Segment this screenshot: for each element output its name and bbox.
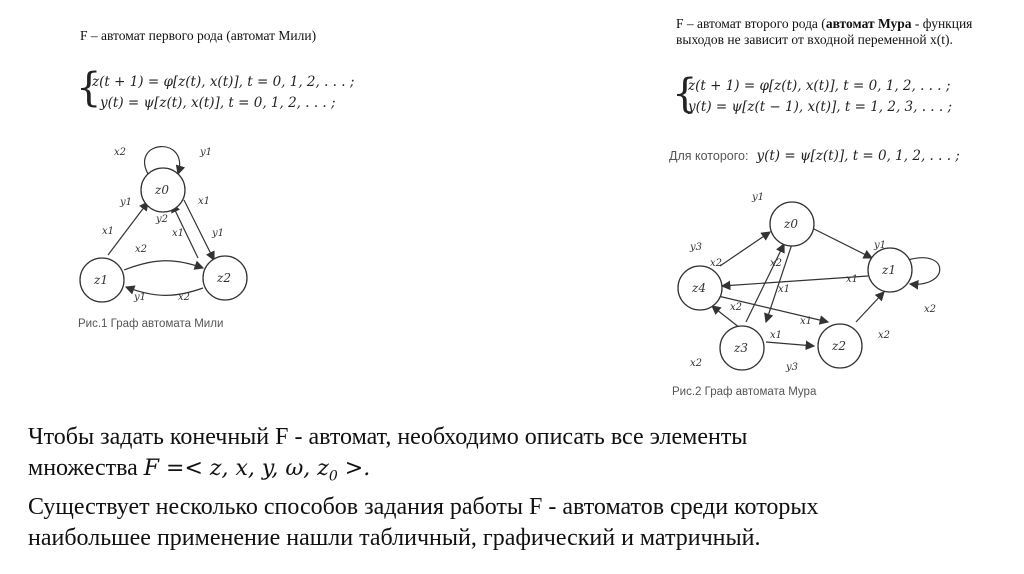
moore-edge-z4-z0 (720, 232, 770, 266)
moore-title-pre: F – автомат второго рода ( (676, 16, 826, 31)
body-line-4: наибольшее применение нашли табличный, графический и матричный. (28, 525, 761, 552)
mealy-graph (60, 130, 280, 320)
moore-edge-z3-z2 (766, 342, 814, 346)
body-line-3: Существует несколько способов задания работы F - автоматов среди которых (28, 494, 819, 521)
moore-label-y1-top: y1 (752, 192, 765, 203)
set-formula-end: >. (337, 456, 371, 481)
mealy-node-z2-label: z2 (217, 271, 231, 285)
moore-output-equation: y(t) = ψ[z(t − 1), x(t)], t = 1, 2, 3, . . . ; (688, 99, 953, 115)
moore-label-x1-d: x1 (770, 330, 783, 341)
moore-loop-z1 (908, 258, 940, 285)
set-formula (143, 456, 371, 485)
moore-node-z4-label: z4 (692, 281, 706, 295)
moore-title-post: - функция выходов не зависит от входной переменной x(t). (676, 16, 973, 47)
moore-caption: Рис.2 Граф автомата Мура (672, 386, 817, 398)
moore-label-x1-b: x1 (778, 284, 791, 295)
moore-label-x1-c: x1 (800, 316, 813, 327)
mealy-title: F – автомат первого рода (автомат Мили) (80, 28, 317, 43)
mealy-node-z1-label: z1 (94, 273, 108, 287)
mealy-edge-z1-z2 (124, 261, 203, 270)
moore-which-line (669, 146, 960, 166)
moore-label-y1-b: y1 (874, 240, 887, 251)
moore-label-x2-d: x2 (730, 302, 743, 313)
moore-label-x2-c: x2 (924, 304, 937, 315)
body-line-2 (28, 453, 1018, 492)
moore-label-x2-e: x2 (878, 330, 891, 341)
moore-transition-equation: z(t + 1) = φ[z(t), x(t)], t = 0, 1, 2, . . . ; (688, 78, 951, 94)
moore-node-z0-label: z0 (784, 217, 798, 231)
moore-edge-z2-z1 (856, 292, 884, 322)
mealy-label-l5: x1 (198, 196, 211, 207)
mealy-label-loop-y: y1 (200, 147, 213, 158)
mealy-node-z0-label: z0 (155, 183, 169, 197)
moore-node-z1-label: z1 (882, 263, 896, 277)
moore-graph (660, 188, 950, 386)
mealy-label-l7: y1 (212, 228, 225, 239)
set-formula-main: F =< z, x, y, ω, z (143, 456, 329, 481)
mealy-edge-z0-z2 (184, 200, 214, 260)
mealy-label-l2: x1 (102, 226, 115, 237)
moore-edge-z0-z1 (812, 228, 872, 258)
body-text (28, 422, 1018, 554)
moore-system-brace: { (672, 71, 698, 117)
mealy-output-equation: y(t) = ψ[z(t), x(t)], t = 0, 1, 2, . . . ; (100, 95, 336, 111)
mealy-label-loop-x: x2 (114, 147, 127, 158)
moore-label-x2-b: x2 (770, 258, 783, 269)
moore-node-z2-label: z2 (832, 339, 846, 353)
set-formula-sub: 0 (328, 468, 338, 485)
moore-label-x2-f: x2 (690, 358, 703, 369)
mealy-label-l4: x2 (135, 244, 148, 255)
moore-node-z3-label: z3 (734, 341, 748, 355)
mealy-label-l6: x1 (172, 228, 185, 239)
moore-label-y3-a: y3 (690, 242, 703, 253)
mealy-label-l1: y1 (120, 197, 133, 208)
moore-label-x2-a: x2 (710, 258, 723, 269)
moore-title (676, 16, 988, 48)
mealy-caption: Рис.1 Граф автомата Мили (78, 318, 224, 330)
moore-which-label: Для которого: (669, 149, 749, 163)
mealy-label-l8: y1 (134, 292, 147, 303)
moore-label-y3-b: y3 (786, 362, 799, 373)
body-line-2-pre: множества (28, 455, 144, 481)
mealy-label-l9: x2 (178, 292, 191, 303)
moore-title-bold: автомат Мура (825, 16, 912, 31)
mealy-transition-equation: z(t + 1) = φ[z(t), x(t)], t = 0, 1, 2, . . . ; (92, 74, 355, 90)
mealy-system-brace: { (76, 65, 102, 111)
mealy-label-l3: y2 (156, 214, 169, 225)
moore-which-equation: y(t) = ψ[z(t)], t = 0, 1, 2, . . . ; (756, 148, 960, 164)
body-line-1: Чтобы задать конечный F - автомат, необходимо описать все элементы (28, 424, 748, 450)
moore-label-x1-a: x1 (846, 274, 859, 285)
